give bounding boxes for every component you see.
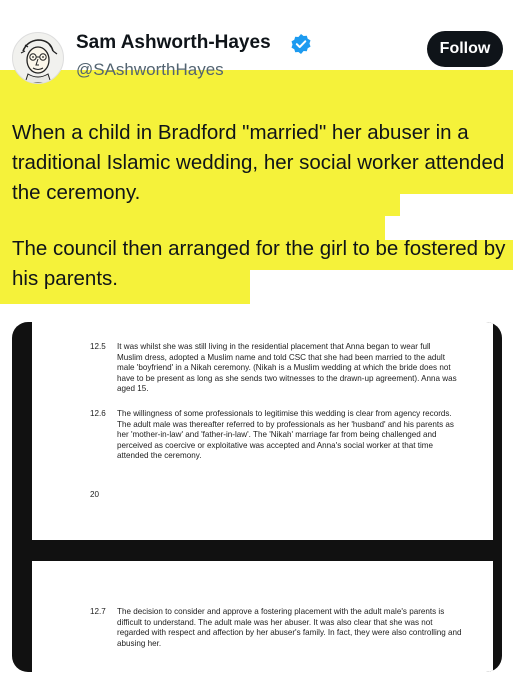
avatar-caricature-icon[interactable] — [12, 32, 64, 84]
document-paragraph: The willingness of some professionals to legitimise this wedding is clear from agency records. The adult male was thereafter referred to by professionals as her 'husband' and his parents as her 'mother-in-law' and 'father-in-law'. The 'Nikah' marriage far from being challenged and perceived as coercive or exploitative was accepted and Anna's social worker at that time attended the ceremony. — [117, 409, 454, 461]
verified-badge-icon — [290, 33, 312, 55]
tweet-paragraph: The council then arranged for the girl to be fostered by his parents. — [12, 237, 506, 290]
follow-button[interactable]: Follow — [427, 31, 503, 67]
tweet-header — [0, 18, 513, 88]
author-handle[interactable]: @SAshworthHayes — [76, 60, 224, 79]
document-paragraph: It was whilst she was still living in the residential placement that Anna began to wear full Muslim dress, adopted a Muslim name and told CSC that she had been married to the adult male 'boyfriend' in a Nikah ceremony. (Nikah is a Muslim wedding at which the bride does not have to be present as long as she sends two witnesses to the drawn-up agreement). Anna was aged 15. — [117, 342, 457, 394]
document-page — [32, 322, 493, 540]
page-number: 20 — [90, 490, 100, 499]
paragraph-number: 12.6 — [90, 409, 106, 418]
paragraph-number: 12.5 — [90, 342, 106, 351]
tweet-text — [12, 118, 512, 320]
document-paragraph: The decision to consider and approve a fostering placement with the adult male's parents is difficult to understand. The adult male was her abuser. It was also clear that she was not regarded with respect and affection by her abuser's family. In fact, they were also controlling and abusing her. — [117, 607, 462, 648]
paragraph-number: 12.7 — [90, 607, 106, 616]
document-page — [32, 561, 493, 672]
author-name[interactable]: Sam Ashworth-Hayes — [76, 32, 271, 53]
tweet-paragraph: When a child in Bradford "married" her abuser in a traditional Islamic wedding, her social worker attended the ceremony. — [12, 121, 505, 204]
tweet-image[interactable] — [12, 322, 502, 672]
